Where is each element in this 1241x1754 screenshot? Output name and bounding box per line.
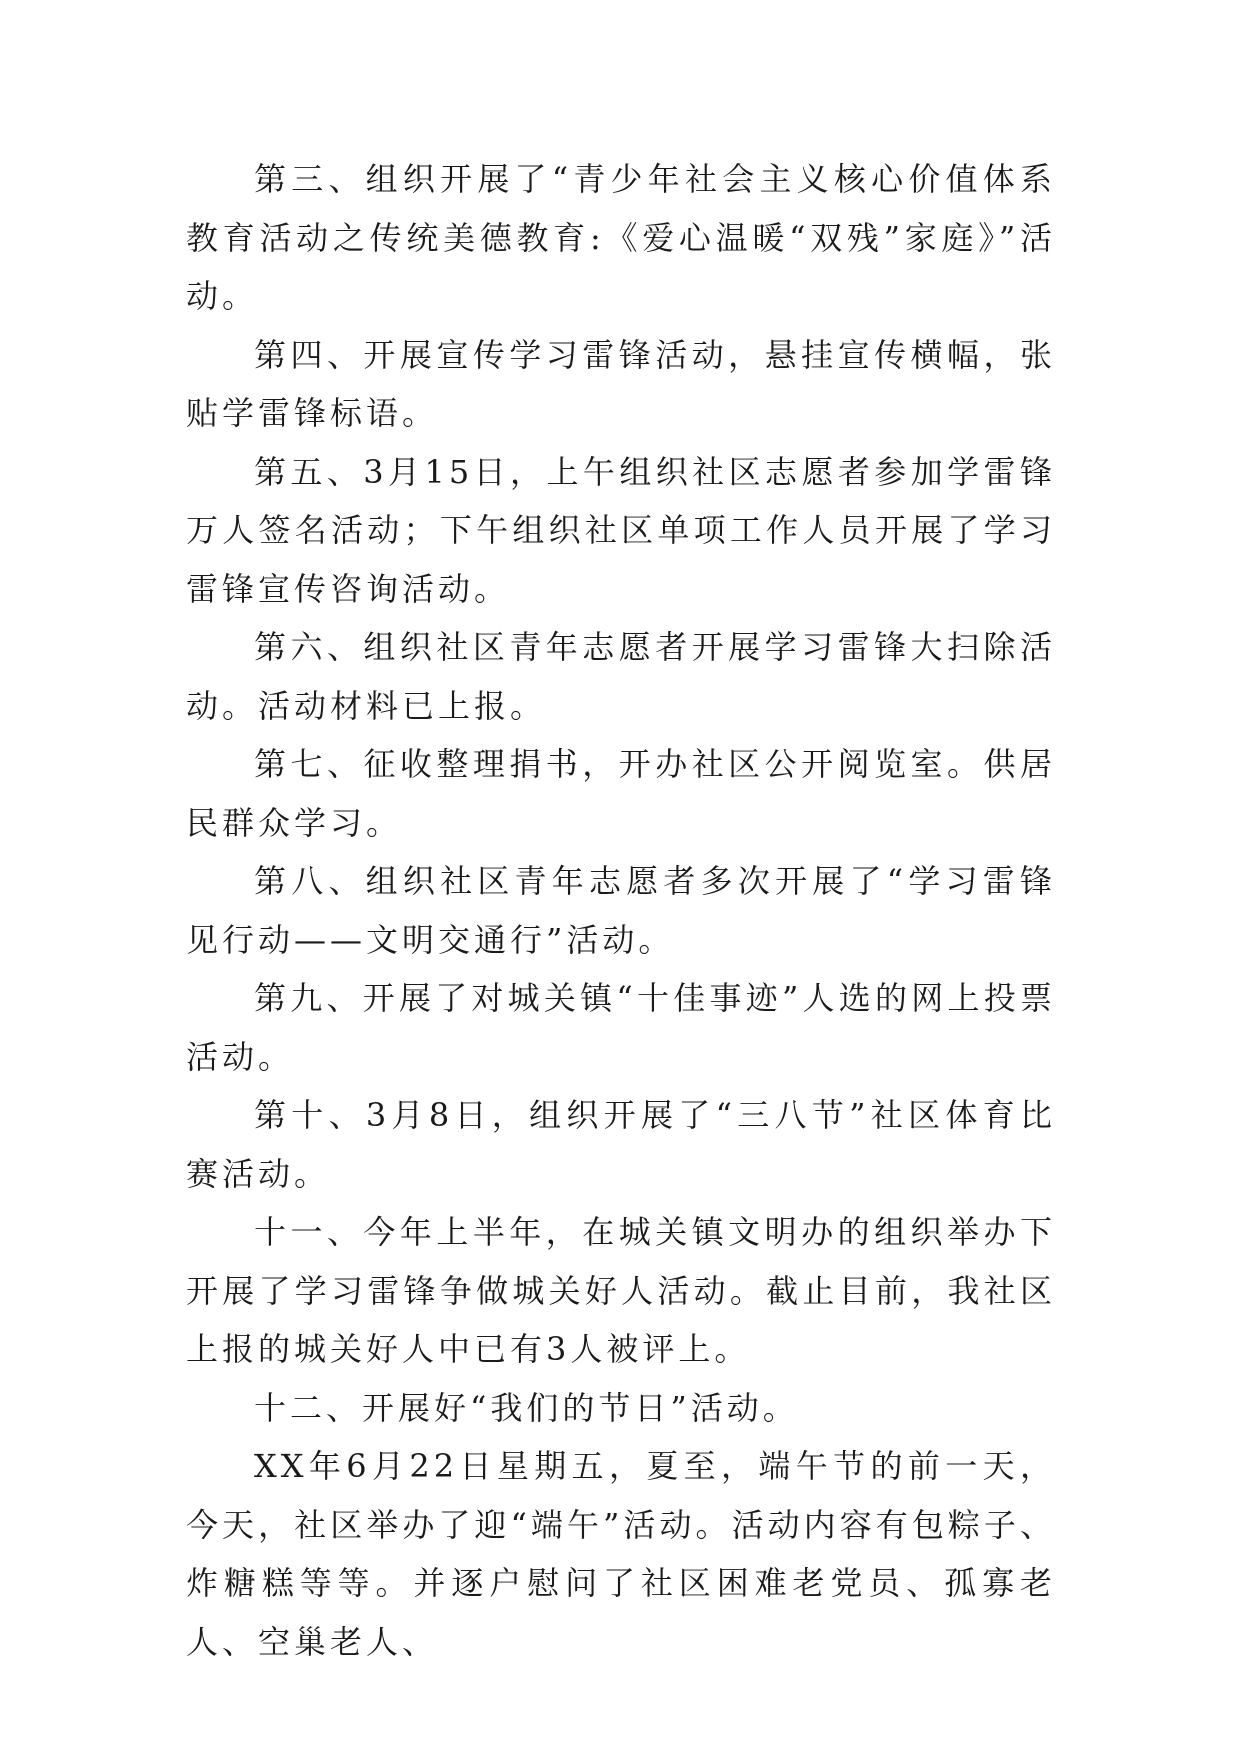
paragraph-6: 第六、组织社区青年志愿者开展学习雷锋大扫除活动。活动材料已上报。 (186, 628, 1056, 725)
paragraph-5: 第五、3月15日，上午组织社区志愿者参加学雷锋万人签名活动；下午组织社区单项工作人员开展了学习雷锋宣传咨询活动。 (186, 452, 1056, 608)
paragraph-12: 十二、开展好“我们的节日”活动。 (254, 1388, 799, 1427)
paragraph-9: 第九、开展了对城关镇“十佳事迹”人选的网上投票活动。 (186, 979, 1056, 1076)
paragraph-4: 第四、开展宣传学习雷锋活动，悬挂宣传横幅，张贴学雷锋标语。 (186, 335, 1056, 432)
paragraph-10: 第十、3月8日，组织开展了“三八节”社区体育比赛活动。 (186, 1096, 1056, 1193)
paragraph-event: XX年6月22日星期五，夏至，端午节的前一天，今天，社区举办了迎“端午”活动。活动内容有包粽子、炸糖糕等等。并逐户慰问了社区困难老党员、孤寡老人、空巢老人、 (186, 1447, 1056, 1661)
paragraph-8: 第八、组织社区青年志愿者多次开展了“学习雷锋见行动——文明交通行”活动。 (186, 862, 1056, 959)
paragraph-11: 十一、今年上半年，在城关镇文明办的组织举办下开展了学习雷锋争做城关好人活动。截止目前，我社区上报的城关好人中已有3人被评上。 (186, 1213, 1056, 1368)
document-body (186, 150, 1056, 1671)
paragraph-7: 第七、征收整理捐书，开办社区公开阅览室。供居民群众学习。 (186, 745, 1056, 842)
paragraph-3: 第三、组织开展了“青少年社会主义核心价值体系教育活动之传统美德教育:《爱心温暖“双残”家庭》”活动。 (186, 160, 1056, 315)
